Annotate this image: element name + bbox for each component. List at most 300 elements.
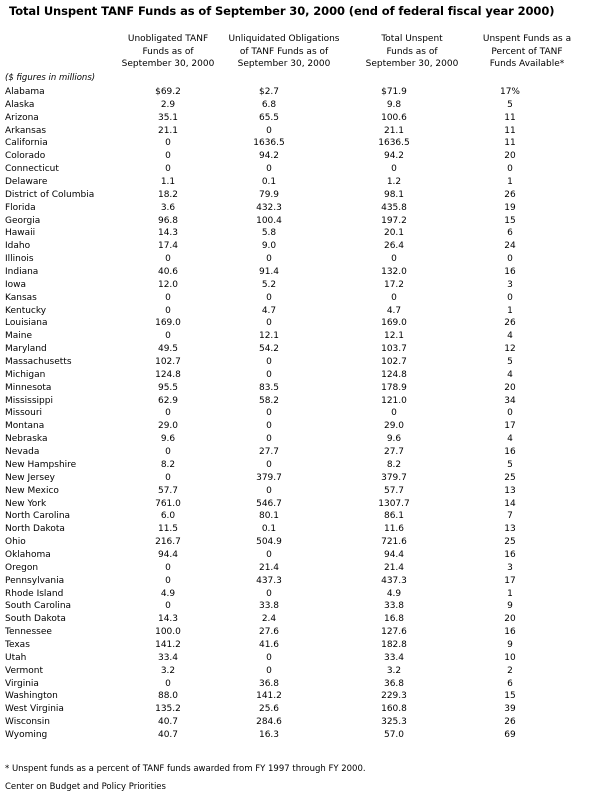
total-unspent-value: 26.4: [383, 241, 405, 252]
percent-value: 0: [507, 408, 513, 419]
table-row: [0, 407, 591, 420]
percent-value: 15: [504, 215, 516, 226]
unobligated-value: 0: [165, 575, 171, 586]
table-row: [0, 536, 591, 549]
unobligated-value: 11.5: [157, 524, 179, 535]
total-unspent-value: 21.1: [383, 125, 405, 136]
unliquidated-value: 65.5: [258, 112, 280, 123]
unobligated-value: 88.0: [157, 691, 179, 702]
percent-value: 9: [507, 639, 513, 650]
unobligated-value: 2.9: [160, 99, 176, 110]
table-row: [0, 639, 591, 652]
percent-value: 5: [507, 99, 513, 110]
column-header-total-unspent: Total Unspent Funds as of September 30, 2000: [365, 34, 459, 69]
table-row: [0, 330, 591, 343]
state-name: North Carolina: [5, 511, 71, 522]
total-unspent-value: 29.0: [383, 421, 405, 432]
total-unspent-value: 36.8: [383, 678, 405, 689]
total-unspent-value: 121.0: [381, 395, 407, 406]
table-row: [0, 549, 591, 562]
state-name: New Mexico: [5, 485, 59, 496]
footnote: * Unspent funds as a percent of TANF funds awarded from FY 1997 through FY 2000.: [5, 764, 366, 774]
table-row: [0, 317, 591, 330]
table-row: [0, 485, 591, 498]
percent-value: 34: [504, 395, 516, 406]
percent-value: 11: [504, 138, 516, 149]
unliquidated-value: 1636.5: [253, 138, 285, 149]
percent-value: 4: [507, 369, 513, 380]
table-row: [0, 215, 591, 228]
state-name: Alabama: [5, 87, 45, 97]
state-name: New York: [5, 498, 47, 509]
total-unspent-value: 4.9: [386, 588, 402, 599]
unobligated-value: 18.2: [157, 189, 179, 200]
state-name: Mississippi: [5, 395, 53, 406]
table-row: [0, 253, 591, 266]
unobligated-value: 49.5: [157, 344, 179, 355]
unobligated-value: 62.9: [157, 395, 179, 406]
total-unspent-value: 94.2: [383, 151, 405, 162]
unobligated-value: 135.2: [155, 704, 181, 715]
total-unspent-value: 33.4: [383, 652, 405, 663]
table-row: [0, 678, 591, 691]
state-name: Montana: [5, 421, 45, 432]
percent-value: 0: [507, 164, 513, 175]
total-unspent-value: 57.0: [383, 729, 405, 740]
state-name: Nebraska: [5, 434, 48, 445]
percent-value: 14: [504, 498, 516, 509]
unliquidated-value: 0: [266, 292, 272, 303]
unobligated-value: 169.0: [155, 318, 181, 329]
table-row: [0, 356, 591, 369]
state-name: Utah: [5, 652, 27, 663]
unobligated-value: 8.2: [160, 459, 176, 470]
percent-value: 16: [504, 447, 516, 458]
table-row: [0, 446, 591, 459]
table-row: [0, 292, 591, 305]
state-name: Wyoming: [5, 729, 48, 740]
state-name: Rhode Island: [5, 588, 64, 599]
state-name: West Virginia: [5, 704, 64, 715]
total-unspent-value: 11.6: [383, 524, 405, 535]
unliquidated-value: 432.3: [256, 202, 282, 213]
unobligated-value: 14.3: [157, 228, 179, 239]
unliquidated-value: 9.0: [261, 241, 277, 252]
percent-value: 1: [507, 588, 513, 599]
total-unspent-value: 437.3: [381, 575, 407, 586]
total-unspent-value: 98.1: [383, 189, 405, 200]
unobligated-value: 0: [165, 447, 171, 458]
table-row: [0, 99, 591, 112]
table-row: [0, 562, 591, 575]
percent-value: 16: [504, 267, 516, 278]
state-name: Pennsylvania: [5, 575, 65, 586]
unobligated-value: 21.1: [157, 125, 179, 136]
state-name: Ohio: [5, 537, 26, 548]
unliquidated-value: 54.2: [258, 344, 280, 355]
table-row: [0, 716, 591, 729]
state-name: District of Columbia: [5, 189, 95, 200]
unobligated-value: 3.2: [160, 665, 176, 676]
state-name: Texas: [5, 639, 30, 650]
percent-value: 17: [504, 575, 516, 586]
table-row: [0, 472, 591, 485]
percent-value: 20: [504, 614, 516, 625]
percent-value: 12: [504, 344, 516, 355]
percent-value: 26: [504, 717, 516, 728]
state-name: Delaware: [5, 177, 48, 188]
state-name: Arkansas: [5, 125, 47, 136]
table-row: [0, 86, 591, 99]
state-name: Hawaii: [5, 228, 36, 239]
percent-value: 2: [507, 665, 513, 676]
state-name: Wisconsin: [5, 717, 50, 728]
percent-value: 20: [504, 382, 516, 393]
state-name: Nevada: [5, 447, 40, 458]
table-row: [0, 305, 591, 318]
total-unspent-value: 0: [391, 164, 397, 175]
state-name: Arizona: [5, 112, 39, 123]
percent-value: 1: [507, 177, 513, 188]
unobligated-value: 40.7: [157, 717, 179, 728]
unliquidated-value: 0: [266, 408, 272, 419]
state-name: Maine: [5, 331, 33, 342]
unobligated-value: 0: [165, 138, 171, 149]
unobligated-value: 0: [165, 601, 171, 612]
total-unspent-value: 721.6: [381, 537, 407, 548]
unliquidated-value: 58.2: [258, 395, 280, 406]
state-name: Missouri: [5, 408, 43, 419]
table-row: [0, 137, 591, 150]
total-unspent-value: 20.1: [383, 228, 405, 239]
total-unspent-value: 1307.7: [378, 498, 410, 509]
page-title: Total Unspent TANF Funds as of September 30, 2000 (end of federal fiscal year 2000): [9, 4, 555, 18]
total-unspent-value: 4.7: [386, 305, 402, 316]
total-unspent-value: 17.2: [383, 279, 405, 290]
total-unspent-value: 182.8: [381, 639, 407, 650]
column-header-unliquidated: Unliquidated Obligations of TANF Funds as of September 30, 2000: [228, 34, 340, 69]
state-name: Maryland: [5, 344, 47, 355]
state-name: Florida: [5, 202, 36, 213]
data-table: [0, 86, 591, 742]
unliquidated-value: 0: [266, 549, 272, 560]
table-row: [0, 125, 591, 138]
state-name: South Carolina: [5, 601, 72, 612]
percent-value: 17%: [499, 87, 520, 97]
total-unspent-value: 21.4: [383, 562, 405, 573]
unliquidated-value: 21.4: [258, 562, 280, 573]
unobligated-value: 216.7: [155, 537, 181, 548]
state-name: Connecticut: [5, 164, 59, 175]
state-name: Oklahoma: [5, 549, 51, 560]
total-unspent-value: 124.8: [381, 369, 407, 380]
table-row: [0, 652, 591, 665]
unobligated-value: 95.5: [157, 382, 179, 393]
percent-value: 24: [504, 241, 516, 252]
state-name: Virginia: [5, 678, 39, 689]
percent-value: 4: [507, 331, 513, 342]
state-name: Colorado: [5, 151, 46, 162]
unobligated-value: 0: [165, 305, 171, 316]
unliquidated-value: 0: [266, 254, 272, 265]
total-unspent-value: 33.8: [383, 601, 405, 612]
total-unspent-value: 127.6: [381, 627, 407, 638]
unliquidated-value: 36.8: [258, 678, 280, 689]
unliquidated-value: 94.2: [258, 151, 280, 162]
table-row: [0, 498, 591, 511]
total-unspent-value: 94.4: [383, 549, 405, 560]
percent-value: 6: [507, 678, 513, 689]
unliquidated-value: 33.8: [258, 601, 280, 612]
unobligated-value: 1.1: [160, 177, 176, 188]
percent-value: 16: [504, 627, 516, 638]
total-unspent-value: 57.7: [383, 485, 405, 496]
table-row: [0, 240, 591, 253]
state-name: Tennessee: [5, 627, 52, 638]
unobligated-value: 100.0: [155, 627, 181, 638]
percent-value: 4: [507, 434, 513, 445]
state-name: Indiana: [5, 267, 39, 278]
state-name: Kansas: [5, 292, 37, 303]
unobligated-value: 94.4: [157, 549, 179, 560]
total-unspent-value: 229.3: [381, 691, 407, 702]
state-name: Vermont: [5, 665, 44, 676]
unobligated-value: 9.6: [160, 434, 176, 445]
total-unspent-value: 0: [391, 292, 397, 303]
unobligated-value: 0: [165, 151, 171, 162]
state-name: Louisiana: [5, 318, 48, 329]
unobligated-value: $69.2: [155, 87, 181, 97]
unliquidated-value: 0: [266, 652, 272, 663]
percent-value: 25: [504, 537, 516, 548]
unliquidated-value: 91.4: [258, 267, 280, 278]
state-name: New Jersey: [5, 472, 55, 483]
unliquidated-value: 284.6: [256, 717, 282, 728]
total-unspent-value: 1.2: [386, 177, 402, 188]
unliquidated-value: 0: [266, 665, 272, 676]
unliquidated-value: 0: [266, 459, 272, 470]
total-unspent-value: 3.2: [386, 665, 402, 676]
unliquidated-value: 0: [266, 421, 272, 432]
table-row: [0, 395, 591, 408]
total-unspent-value: $71.9: [381, 87, 407, 97]
column-header-percent: Unspent Funds as a Percent of TANF Funds Available*: [482, 34, 572, 69]
unliquidated-value: 41.6: [258, 639, 280, 650]
table-row: [0, 575, 591, 588]
state-name: Massachusetts: [5, 357, 72, 368]
percent-value: 16: [504, 549, 516, 560]
unobligated-value: 35.1: [157, 112, 179, 123]
state-name: Minnesota: [5, 382, 52, 393]
unliquidated-value: 12.1: [258, 331, 280, 342]
table-row: [0, 690, 591, 703]
percent-value: 9: [507, 601, 513, 612]
column-header-unobligated: Unobligated TANF Funds as of September 30, 2000: [121, 34, 215, 69]
table-row: [0, 163, 591, 176]
total-unspent-value: 435.8: [381, 202, 407, 213]
state-name: Illinois: [5, 254, 34, 265]
unobligated-value: 0: [165, 408, 171, 419]
total-unspent-value: 100.6: [381, 112, 407, 123]
total-unspent-value: 325.3: [381, 717, 407, 728]
unliquidated-value: 0: [266, 357, 272, 368]
unliquidated-value: 0: [266, 369, 272, 380]
unliquidated-value: 83.5: [258, 382, 280, 393]
unobligated-value: 14.3: [157, 614, 179, 625]
unliquidated-value: 0: [266, 434, 272, 445]
unobligated-value: 141.2: [155, 639, 181, 650]
unobligated-value: 0: [165, 678, 171, 689]
total-unspent-value: 1636.5: [378, 138, 410, 149]
table-row: [0, 150, 591, 163]
state-name: Oregon: [5, 562, 39, 573]
state-name: Idaho: [5, 241, 31, 252]
unobligated-value: 29.0: [157, 421, 179, 432]
unliquidated-value: 4.7: [261, 305, 277, 316]
unobligated-value: 4.9: [160, 588, 176, 599]
unliquidated-value: 0.1: [261, 177, 277, 188]
table-row: [0, 703, 591, 716]
unobligated-value: 0: [165, 292, 171, 303]
percent-value: 5: [507, 459, 513, 470]
table-row: [0, 420, 591, 433]
total-unspent-value: 102.7: [381, 357, 407, 368]
total-unspent-value: 27.7: [383, 447, 405, 458]
unliquidated-value: 546.7: [256, 498, 282, 509]
unobligated-value: 0: [165, 331, 171, 342]
unliquidated-value: 25.6: [258, 704, 280, 715]
unobligated-value: 40.6: [157, 267, 179, 278]
percent-value: 13: [504, 485, 516, 496]
unliquidated-value: 27.6: [258, 627, 280, 638]
unobligated-value: 124.8: [155, 369, 181, 380]
unliquidated-value: 0: [266, 318, 272, 329]
table-row: [0, 459, 591, 472]
table-row: [0, 523, 591, 536]
percent-value: 39: [504, 704, 516, 715]
total-unspent-value: 86.1: [383, 511, 405, 522]
unliquidated-value: 6.8: [261, 99, 277, 110]
unliquidated-value: 0: [266, 164, 272, 175]
table-row: [0, 189, 591, 202]
percent-value: 10: [504, 652, 516, 663]
table-row: [0, 202, 591, 215]
table-row: [0, 665, 591, 678]
table-row: [0, 433, 591, 446]
percent-value: 11: [504, 112, 516, 123]
percent-value: 26: [504, 318, 516, 329]
unliquidated-value: 2.4: [261, 614, 277, 625]
source-credit: Center on Budget and Policy Priorities: [5, 782, 166, 792]
unobligated-value: 17.4: [157, 241, 179, 252]
total-unspent-value: 160.8: [381, 704, 407, 715]
total-unspent-value: 16.8: [383, 614, 405, 625]
table-row: [0, 266, 591, 279]
percent-value: 17: [504, 421, 516, 432]
unobligated-value: 0: [165, 562, 171, 573]
unliquidated-value: $2.7: [258, 87, 280, 97]
percent-value: 15: [504, 691, 516, 702]
unliquidated-value: 504.9: [256, 537, 282, 548]
state-name: South Dakota: [5, 614, 66, 625]
table-row: [0, 343, 591, 356]
total-unspent-value: 12.1: [383, 331, 405, 342]
unobligated-value: 0: [165, 164, 171, 175]
unobligated-value: 12.0: [157, 279, 179, 290]
percent-value: 5: [507, 357, 513, 368]
unliquidated-value: 0: [266, 125, 272, 136]
unobligated-value: 0: [165, 472, 171, 483]
unliquidated-value: 0: [266, 485, 272, 496]
percent-value: 3: [507, 562, 513, 573]
total-unspent-value: 9.8: [386, 99, 402, 110]
unliquidated-value: 5.2: [261, 279, 277, 290]
state-name: Washington: [5, 691, 58, 702]
unobligated-value: 102.7: [155, 357, 181, 368]
unliquidated-value: 0: [266, 588, 272, 599]
percent-value: 7: [507, 511, 513, 522]
unobligated-value: 57.7: [157, 485, 179, 496]
state-name: Georgia: [5, 215, 41, 226]
state-name: Iowa: [5, 279, 27, 290]
percent-value: 6: [507, 228, 513, 239]
percent-value: 13: [504, 524, 516, 535]
unobligated-value: 3.6: [160, 202, 176, 213]
table-row: [0, 613, 591, 626]
percent-value: 20: [504, 151, 516, 162]
state-name: Kentucky: [5, 305, 47, 316]
percent-value: 26: [504, 189, 516, 200]
unobligated-value: 96.8: [157, 215, 179, 226]
unliquidated-value: 141.2: [256, 691, 282, 702]
unliquidated-value: 437.3: [256, 575, 282, 586]
percent-value: 25: [504, 472, 516, 483]
percent-value: 69: [504, 729, 516, 740]
table-row: [0, 382, 591, 395]
state-name: Michigan: [5, 369, 46, 380]
total-unspent-value: 9.6: [386, 434, 402, 445]
unliquidated-value: 379.7: [256, 472, 282, 483]
unliquidated-value: 5.8: [261, 228, 277, 239]
unliquidated-value: 100.4: [256, 215, 282, 226]
percent-value: 0: [507, 254, 513, 265]
state-name: New Hampshire: [5, 459, 77, 470]
table-row: [0, 600, 591, 613]
unobligated-value: 761.0: [155, 498, 181, 509]
table-row: [0, 626, 591, 639]
unobligated-value: 33.4: [157, 652, 179, 663]
table-row: [0, 227, 591, 240]
total-unspent-value: 379.7: [381, 472, 407, 483]
table-row: [0, 279, 591, 292]
percent-value: 11: [504, 125, 516, 136]
total-unspent-value: 178.9: [381, 382, 407, 393]
unobligated-value: 6.0: [160, 511, 176, 522]
units-note: ($ figures in millions): [5, 73, 96, 83]
unobligated-value: 40.7: [157, 729, 179, 740]
state-name: North Dakota: [5, 524, 65, 535]
total-unspent-value: 103.7: [381, 344, 407, 355]
table-row: [0, 176, 591, 189]
total-unspent-value: 169.0: [381, 318, 407, 329]
table-row: [0, 729, 591, 742]
table-row: [0, 588, 591, 601]
table-row: [0, 510, 591, 523]
percent-value: 1: [507, 305, 513, 316]
table-row: [0, 112, 591, 125]
table-row: [0, 369, 591, 382]
state-name: California: [5, 138, 48, 149]
